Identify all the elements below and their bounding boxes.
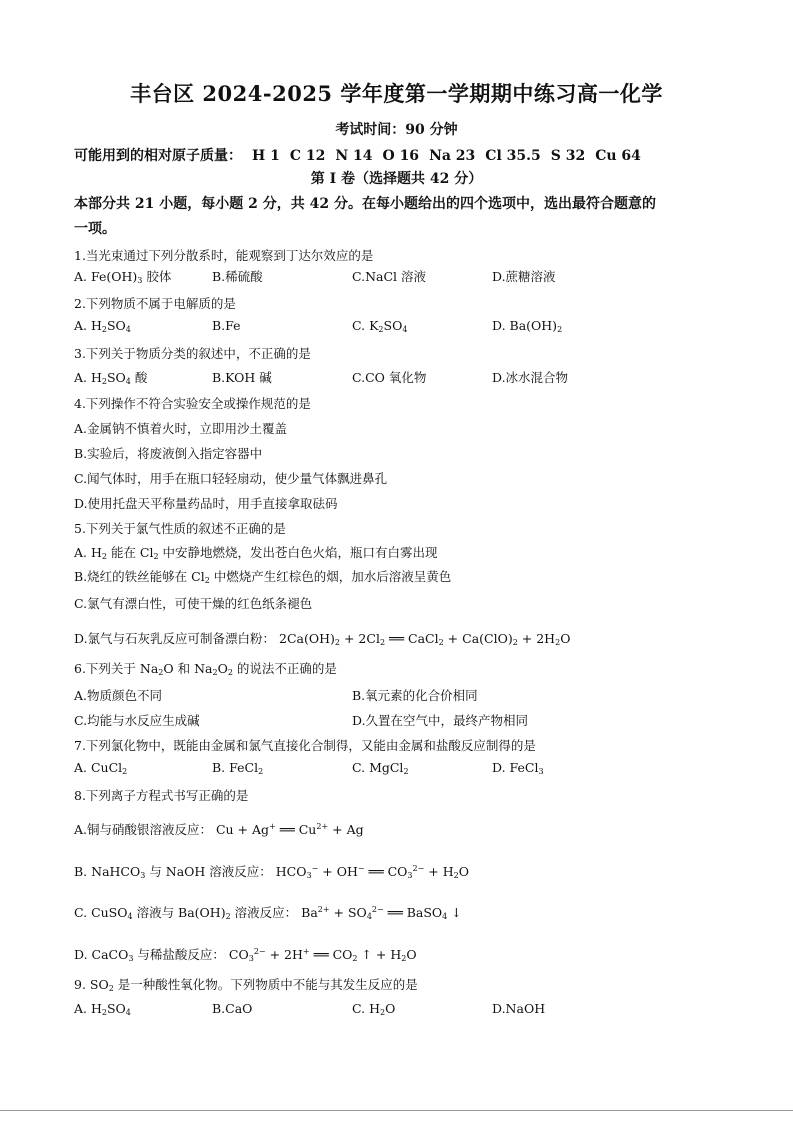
q2-option-c: C. $K_2SO_4$ bbox=[352, 318, 408, 334]
atomic-mass-label: 可能用到的相对原子质量： bbox=[74, 148, 242, 164]
mass-cu: Cu 64 bbox=[595, 148, 641, 164]
exam-time: 考试时间：90 分钟 bbox=[335, 122, 458, 138]
q8-option-d: D. CaCO$_3$ 与稀盐酸反应： $CO_3^{2-} + 2H^+$ ══ $CO_2$ ↑ + $H_2O$ bbox=[74, 947, 417, 963]
page-title: 丰台区 2024-2025 学年度第一学期期中练习高一化学 bbox=[130, 81, 663, 106]
q7-stem: 7.下列氯化物中，既能由金属和氯气直接化合制得，又能由金属和盐酸反应制得的是 bbox=[74, 738, 536, 753]
q8-option-a: A.铜与硝酸银溶液反应： Cu + Ag+ ══ $Cu^{2+} + Ag$ bbox=[74, 822, 364, 837]
q9-option-b: B.CaO bbox=[212, 1001, 253, 1016]
q3-option-d: D.冰水混合物 bbox=[492, 370, 569, 385]
q6-option-b: B.氧元素的化合价相同 bbox=[352, 688, 478, 703]
q5-option-c: C.氯气有漂白性，可使干燥的红色纸条褪色 bbox=[74, 596, 313, 611]
atomic-mass-line bbox=[74, 145, 641, 165]
q8-option-c: C. CuSO$_4$ 溶液与 $Ba(OH)_2$ 溶液反应： $Ba^{2+} + SO_4^{2-}$ ══ BaSO$_4$ ↓ bbox=[74, 905, 462, 921]
q6-option-a: A.物质颜色不同 bbox=[74, 688, 163, 703]
q5-option-a: A. $H_2$ 能在 $Cl_2$ 中安静地燃烧，发出苍白色火焰，瓶口有白雾出现 bbox=[74, 545, 438, 561]
q7-option-b: B. FeCl$_2$ bbox=[212, 760, 264, 776]
q2-stem: 2.下列物质不属于电解质的是 bbox=[74, 296, 236, 311]
q3-option-c: C.CO 氧化物 bbox=[352, 370, 427, 385]
q6-stem: 6.下列关于 $Na_2O$ 和 $Na_2O_2$ 的说法不正确的是 bbox=[74, 661, 337, 677]
q6-option-c: C.均能与水反应生成碱 bbox=[74, 713, 200, 728]
page-bottom-divider bbox=[0, 1110, 793, 1111]
q4-stem: 4.下列操作不符合实验安全或操作规范的是 bbox=[74, 396, 311, 411]
q4-option-d: D.使用托盘天平称量药品时，用手直接拿取砝码 bbox=[74, 496, 338, 511]
q3-option-b: B.KOH 碱 bbox=[212, 370, 272, 385]
q7-option-c: C. MgCl$_2$ bbox=[352, 760, 409, 776]
q7-option-d: D. FeCl$_3$ bbox=[492, 760, 544, 776]
q9-option-a: A. $H_2SO_4$ bbox=[74, 1001, 131, 1017]
instructions-line2: 一项。 bbox=[74, 221, 116, 237]
q5-option-b: B.烧红的铁丝能够在 $Cl_2$ 中燃烧产生红棕色的烟，加水后溶液呈黄色 bbox=[74, 569, 452, 585]
q1-option-a: A. $Fe(OH)_3$ 胶体 bbox=[74, 269, 172, 285]
mass-s: S 32 bbox=[550, 148, 586, 164]
q9-option-c: C. $H_2O$ bbox=[352, 1001, 396, 1017]
section-title: 第 I 卷（选择题共 42 分） bbox=[310, 171, 483, 187]
q1-stem: 1.当光束通过下列分散系时，能观察到丁达尔效应的是 bbox=[74, 248, 374, 263]
q6-option-d: D.久置在空气中，最终产物相同 bbox=[352, 713, 529, 728]
mass-c: C 12 bbox=[289, 148, 326, 164]
mass-na: Na 23 bbox=[429, 148, 476, 164]
q9-option-d: D.NaOH bbox=[492, 1001, 546, 1016]
q1-option-c: C.NaCl 溶液 bbox=[352, 269, 427, 284]
q8-option-b: B. NaHCO$_3$ 与 NaOH 溶液反应： $HCO_3^- + OH^-$ ══ $CO_3^{2-} + H_2O$ bbox=[74, 864, 469, 880]
q7-option-a: A. CuCl$_2$ bbox=[74, 760, 128, 776]
q4-option-a: A.金属钠不慎着火时，立即用沙土覆盖 bbox=[74, 421, 288, 436]
q2-option-b: B.Fe bbox=[212, 318, 241, 333]
mass-cl: Cl 35.5 bbox=[485, 148, 541, 164]
instructions-line1: 本部分共 21 小题，每小题 2 分，共 42 分。在每小题给出的四个选项中，选出最符合题意的 bbox=[74, 196, 656, 212]
q2-option-a: A. $H_2SO_4$ bbox=[74, 318, 131, 334]
q3-option-a: A. $H_2SO_4$ 酸 bbox=[74, 370, 148, 386]
q8-stem: 8.下列离子方程式书写正确的是 bbox=[74, 788, 249, 803]
q2-option-d: D. $Ba(OH)_2$ bbox=[492, 318, 563, 334]
mass-o: O 16 bbox=[382, 148, 420, 164]
q4-option-b: B.实验后，将废液倒入指定容器中 bbox=[74, 446, 263, 461]
q1-option-b: B.稀硫酸 bbox=[212, 269, 263, 284]
q3-stem: 3.下列关于物质分类的叙述中，不正确的是 bbox=[74, 346, 311, 361]
mass-h: H 1 bbox=[252, 148, 280, 164]
mass-n: N 14 bbox=[335, 148, 373, 164]
q1-option-d: D.蔗糖溶液 bbox=[492, 269, 556, 284]
q4-option-c: C.闻气体时，用手在瓶口轻轻扇动，使少量气体飘进鼻孔 bbox=[74, 471, 388, 486]
q5-stem: 5.下列关于氯气性质的叙述不正确的是 bbox=[74, 521, 286, 536]
q9-stem: 9. $SO_2$ 是一种酸性氧化物。下列物质中不能与其发生反应的是 bbox=[74, 977, 418, 993]
q5-option-d: D.氯气与石灰乳反应可制备漂白粉： $2Ca(OH)_2 + 2Cl_2$ ══ CaCl$_2$ + $Ca(ClO)_2 + 2H_2O$ bbox=[74, 631, 571, 647]
